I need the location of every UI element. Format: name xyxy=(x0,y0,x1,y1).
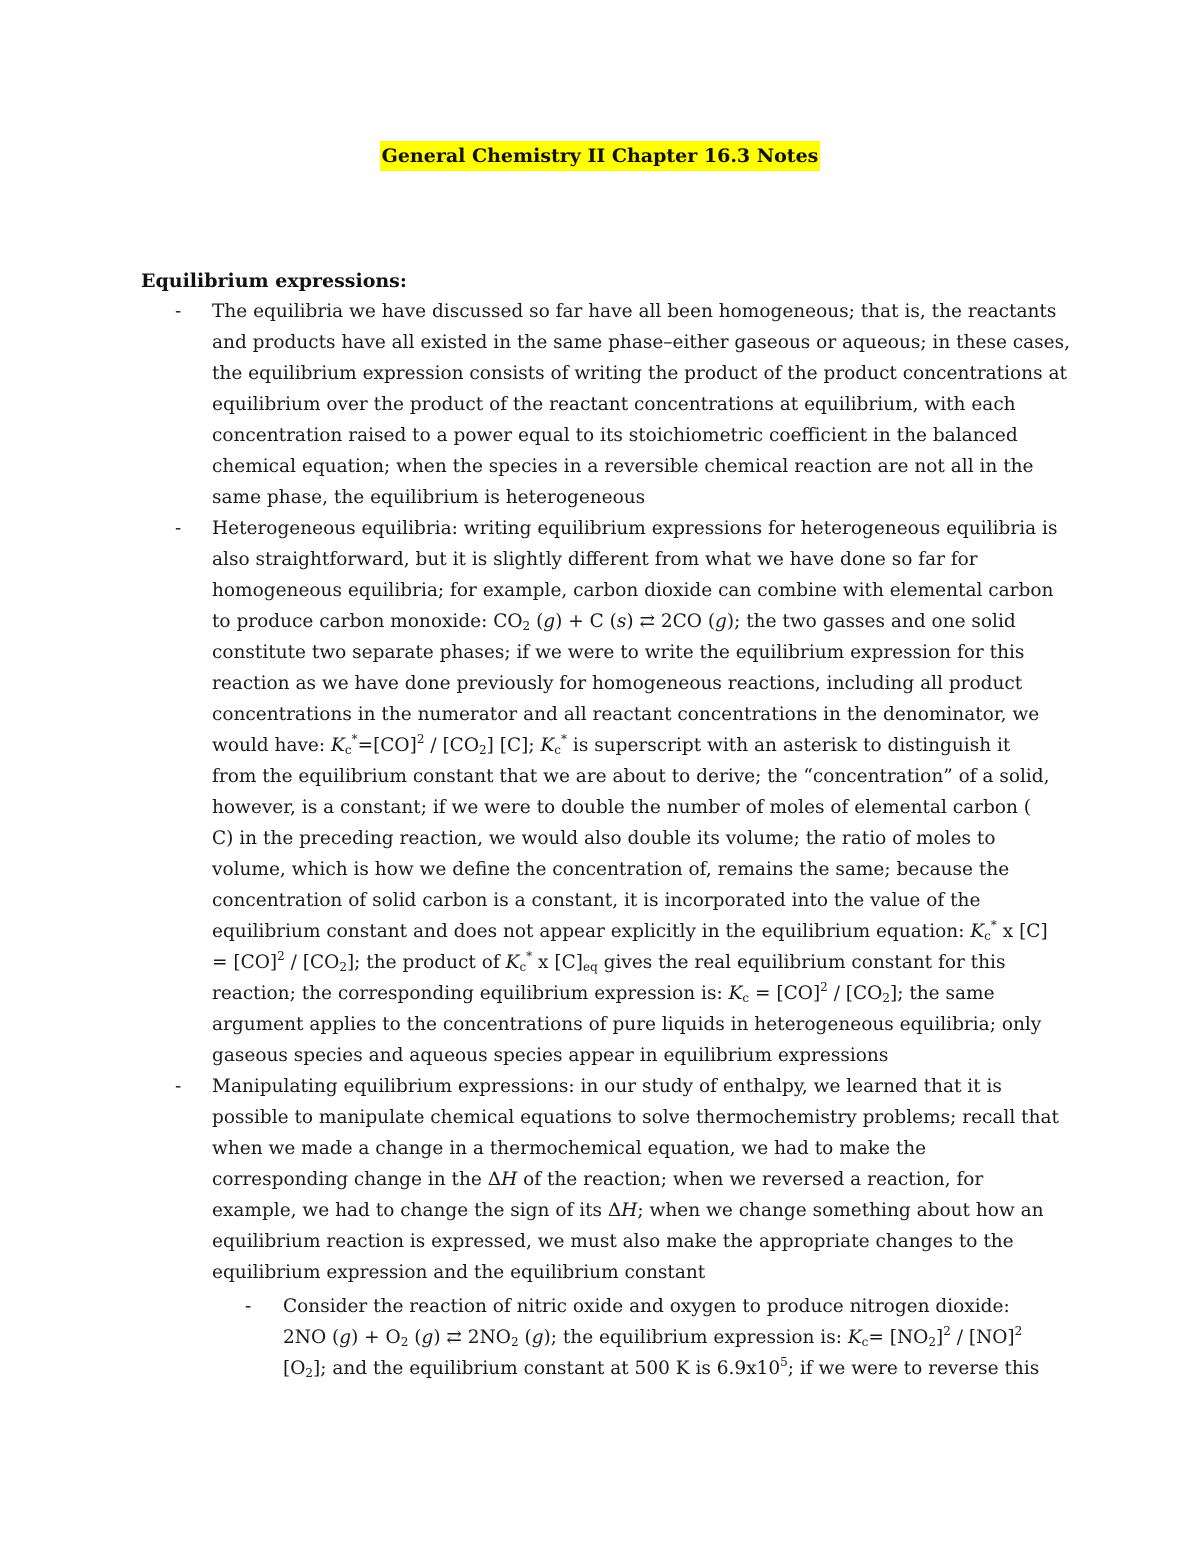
bullet-dash: - xyxy=(175,518,182,539)
text-run: ) + O xyxy=(351,1327,401,1348)
superscript: * xyxy=(526,949,533,963)
bullet-text xyxy=(212,296,1072,513)
text-line xyxy=(212,947,1072,978)
superscript: 2 xyxy=(943,1324,951,1338)
italic-run: g xyxy=(339,1327,352,1348)
text-line: same phase, the equilibrium is heterogeneous xyxy=(212,487,646,508)
text-line: equilibrium expression and the equilibrium constant xyxy=(212,1262,706,1283)
text-run: 2NO ( xyxy=(283,1327,340,1348)
subscript: c xyxy=(554,743,562,757)
text-line: when we made a change in a thermochemical equation, we had to make the xyxy=(212,1138,927,1159)
text-line: equilibrium reaction is expressed, we must also make the appropriate changes to the xyxy=(212,1231,1014,1252)
superscript: 5 xyxy=(780,1355,788,1369)
text-run: ) ⇄ 2CO ( xyxy=(626,611,716,632)
text-line: homogeneous equilibria; for example, carbon dioxide can combine with elemental carbon xyxy=(212,580,1054,601)
text-run: ]; the same xyxy=(890,983,995,1004)
text-line: gaseous species and aqueous species appear in equilibrium expressions xyxy=(212,1045,889,1066)
text-run: x [C] xyxy=(996,921,1048,942)
text-run: / [CO xyxy=(424,735,480,756)
italic-run: K xyxy=(847,1327,862,1348)
text-run: corresponding change in the Δ xyxy=(212,1169,502,1190)
text-line xyxy=(212,916,1072,947)
text-line: chemical equation; when the species in a reversible chemical reaction are not all in the xyxy=(212,456,1034,477)
text-line: and products have all existed in the same phase–either gaseous or aqueous; in these cases, xyxy=(212,332,1070,353)
subscript: 2 xyxy=(522,619,531,633)
italic-run: K xyxy=(540,735,555,756)
superscript: * xyxy=(561,732,568,746)
text-line: also straightforward, but it is slightly different from what we have done so far for xyxy=(212,549,978,570)
title-wrap xyxy=(0,141,1200,171)
text-run: / [NO] xyxy=(950,1327,1015,1348)
text-run: ( xyxy=(530,611,544,632)
italic-run: g xyxy=(421,1327,434,1348)
subscript: 2 xyxy=(400,1335,409,1349)
text-line: concentration of solid carbon is a constant, it is incorporated into the value of the xyxy=(212,890,981,911)
superscript: * xyxy=(990,918,997,932)
section-heading: Equilibrium expressions: xyxy=(141,270,407,292)
bullet-dash: - xyxy=(245,1296,252,1317)
subscript: 2 xyxy=(882,991,890,1005)
italic-run: H xyxy=(501,1169,518,1190)
superscript: * xyxy=(351,732,358,746)
subscript: c xyxy=(344,743,352,757)
text-line: Manipulating equilibrium expressions: in our study of enthalpy, we learned that it is xyxy=(212,1076,1002,1097)
superscript: 2 xyxy=(277,949,285,963)
bullet-text xyxy=(212,1071,1072,1288)
text-line: reaction as we have done previously for homogeneous reactions, including all product xyxy=(212,673,1023,694)
text-run: / [CO xyxy=(827,983,883,1004)
text-line xyxy=(212,978,1072,1009)
italic-run: H xyxy=(621,1200,638,1221)
text-run: = [CO] xyxy=(212,952,278,973)
text-run: example, we had to change the sign of its Δ xyxy=(212,1200,622,1221)
text-line: however, is a constant; if we were to double the number of moles of elemental carbon ( xyxy=(212,797,1031,818)
text-run: to produce carbon monoxide: CO xyxy=(212,611,523,632)
text-run: is superscript with an asterisk to distinguish it xyxy=(567,735,1011,756)
text-run: ]; the product of xyxy=(346,952,506,973)
text-line xyxy=(212,606,1072,637)
text-line xyxy=(283,1322,1073,1353)
text-line xyxy=(283,1353,1073,1384)
text-run: ) + C ( xyxy=(555,611,617,632)
text-run: = [CO] xyxy=(749,983,821,1004)
bullet-dash: - xyxy=(175,301,182,322)
superscript: 2 xyxy=(1014,1324,1023,1338)
italic-run: g xyxy=(543,611,556,632)
text-run: reaction; the corresponding equilibrium expression is: xyxy=(212,983,729,1004)
text-run: ( xyxy=(518,1327,532,1348)
text-line: constitute two separate phases; if we were to write the equilibrium expression for this xyxy=(212,642,1025,663)
text-run: / [CO xyxy=(284,952,340,973)
text-run: ); the two gasses and one solid xyxy=(726,611,1016,632)
subscript: 2 xyxy=(305,1366,314,1380)
text-run: ( xyxy=(408,1327,422,1348)
subscript: c xyxy=(984,929,991,943)
text-line: possible to manipulate chemical equations to solve thermochemistry problems; recall that xyxy=(212,1107,1059,1128)
italic-run: K xyxy=(331,735,345,756)
italic-run: K xyxy=(728,983,743,1004)
text-line: the equilibrium expression consists of writing the product of the product concentrations at xyxy=(212,363,1067,384)
text-line: Heterogeneous equilibria: writing equilibrium expressions for heterogeneous equilibria is xyxy=(212,518,1058,539)
text-run: of the reaction; when we reversed a reaction, for xyxy=(517,1169,984,1190)
text-run: [O xyxy=(283,1358,306,1379)
text-run: ; when we change something about how an xyxy=(637,1200,1044,1221)
text-line: argument applies to the concentrations of pure liquids in heterogeneous equilibria; only xyxy=(212,1014,1042,1035)
text-line: C) in the preceding reaction, we would also double its volume; the ratio of moles to xyxy=(212,828,996,849)
bullet-text xyxy=(212,513,1072,1071)
text-run: = [NO xyxy=(868,1327,929,1348)
italic-run: K xyxy=(970,921,985,942)
italic-run: g xyxy=(531,1327,544,1348)
text-line xyxy=(212,730,1072,761)
subscript: c xyxy=(519,960,527,974)
subscript: 2 xyxy=(510,1335,519,1349)
subscript: 2 xyxy=(339,960,347,974)
text-run: gives the real equilibrium constant for this xyxy=(597,952,1006,973)
subscript: c xyxy=(861,1335,869,1349)
text-run: x [C] xyxy=(532,952,583,973)
text-line: volume, which is how we define the concentration of, remains the same; because the xyxy=(212,859,1010,880)
bullet-dash: - xyxy=(175,1076,182,1097)
text-line: equilibrium over the product of the reactant concentrations at equilibrium, with each xyxy=(212,394,1016,415)
text-run: ) ⇄ 2NO xyxy=(433,1327,511,1348)
superscript: 2 xyxy=(416,732,425,746)
subscript: c xyxy=(742,991,750,1005)
italic-run: g xyxy=(715,611,727,632)
text-run: =[CO] xyxy=(357,735,417,756)
text-run: ; if we were to reverse this xyxy=(787,1358,1040,1379)
text-run: equilibrium constant and does not appear explicitly in the equilibrium equation: xyxy=(212,921,971,942)
text-run: would have: xyxy=(212,735,331,756)
text-line: concentrations in the numerator and all reactant concentrations in the denominator, we xyxy=(212,704,1040,725)
text-line: from the equilibrium constant that we are about to derive; the “concentration” of a solid, xyxy=(212,766,1050,787)
bullet-text xyxy=(283,1291,1073,1384)
text-line: Consider the reaction of nitric oxide and oxygen to produce nitrogen dioxide: xyxy=(283,1296,1010,1317)
text-run: ] xyxy=(936,1327,944,1348)
text-run: ); the equilibrium expression is: xyxy=(543,1327,848,1348)
text-line xyxy=(212,1195,1072,1226)
subscript: 2 xyxy=(479,743,487,757)
italic-run: s xyxy=(616,611,627,632)
superscript: 2 xyxy=(820,980,828,994)
subscript: eq xyxy=(582,960,598,974)
text-line: The equilibria we have discussed so far have all been homogeneous; that is, the reactants xyxy=(212,301,1057,322)
italic-run: K xyxy=(505,952,520,973)
text-line xyxy=(212,1164,1072,1195)
text-run: ]; and the equilibrium constant at 500 K is 6.9x10 xyxy=(313,1358,781,1379)
subscript: 2 xyxy=(928,1335,936,1349)
text-line: concentration raised to a power equal to its stoichiometric coefficient in the balanced xyxy=(212,425,1018,446)
page-title: General Chemistry II Chapter 16.3 Notes xyxy=(380,141,821,171)
text-run: ] [C]; xyxy=(486,735,541,756)
